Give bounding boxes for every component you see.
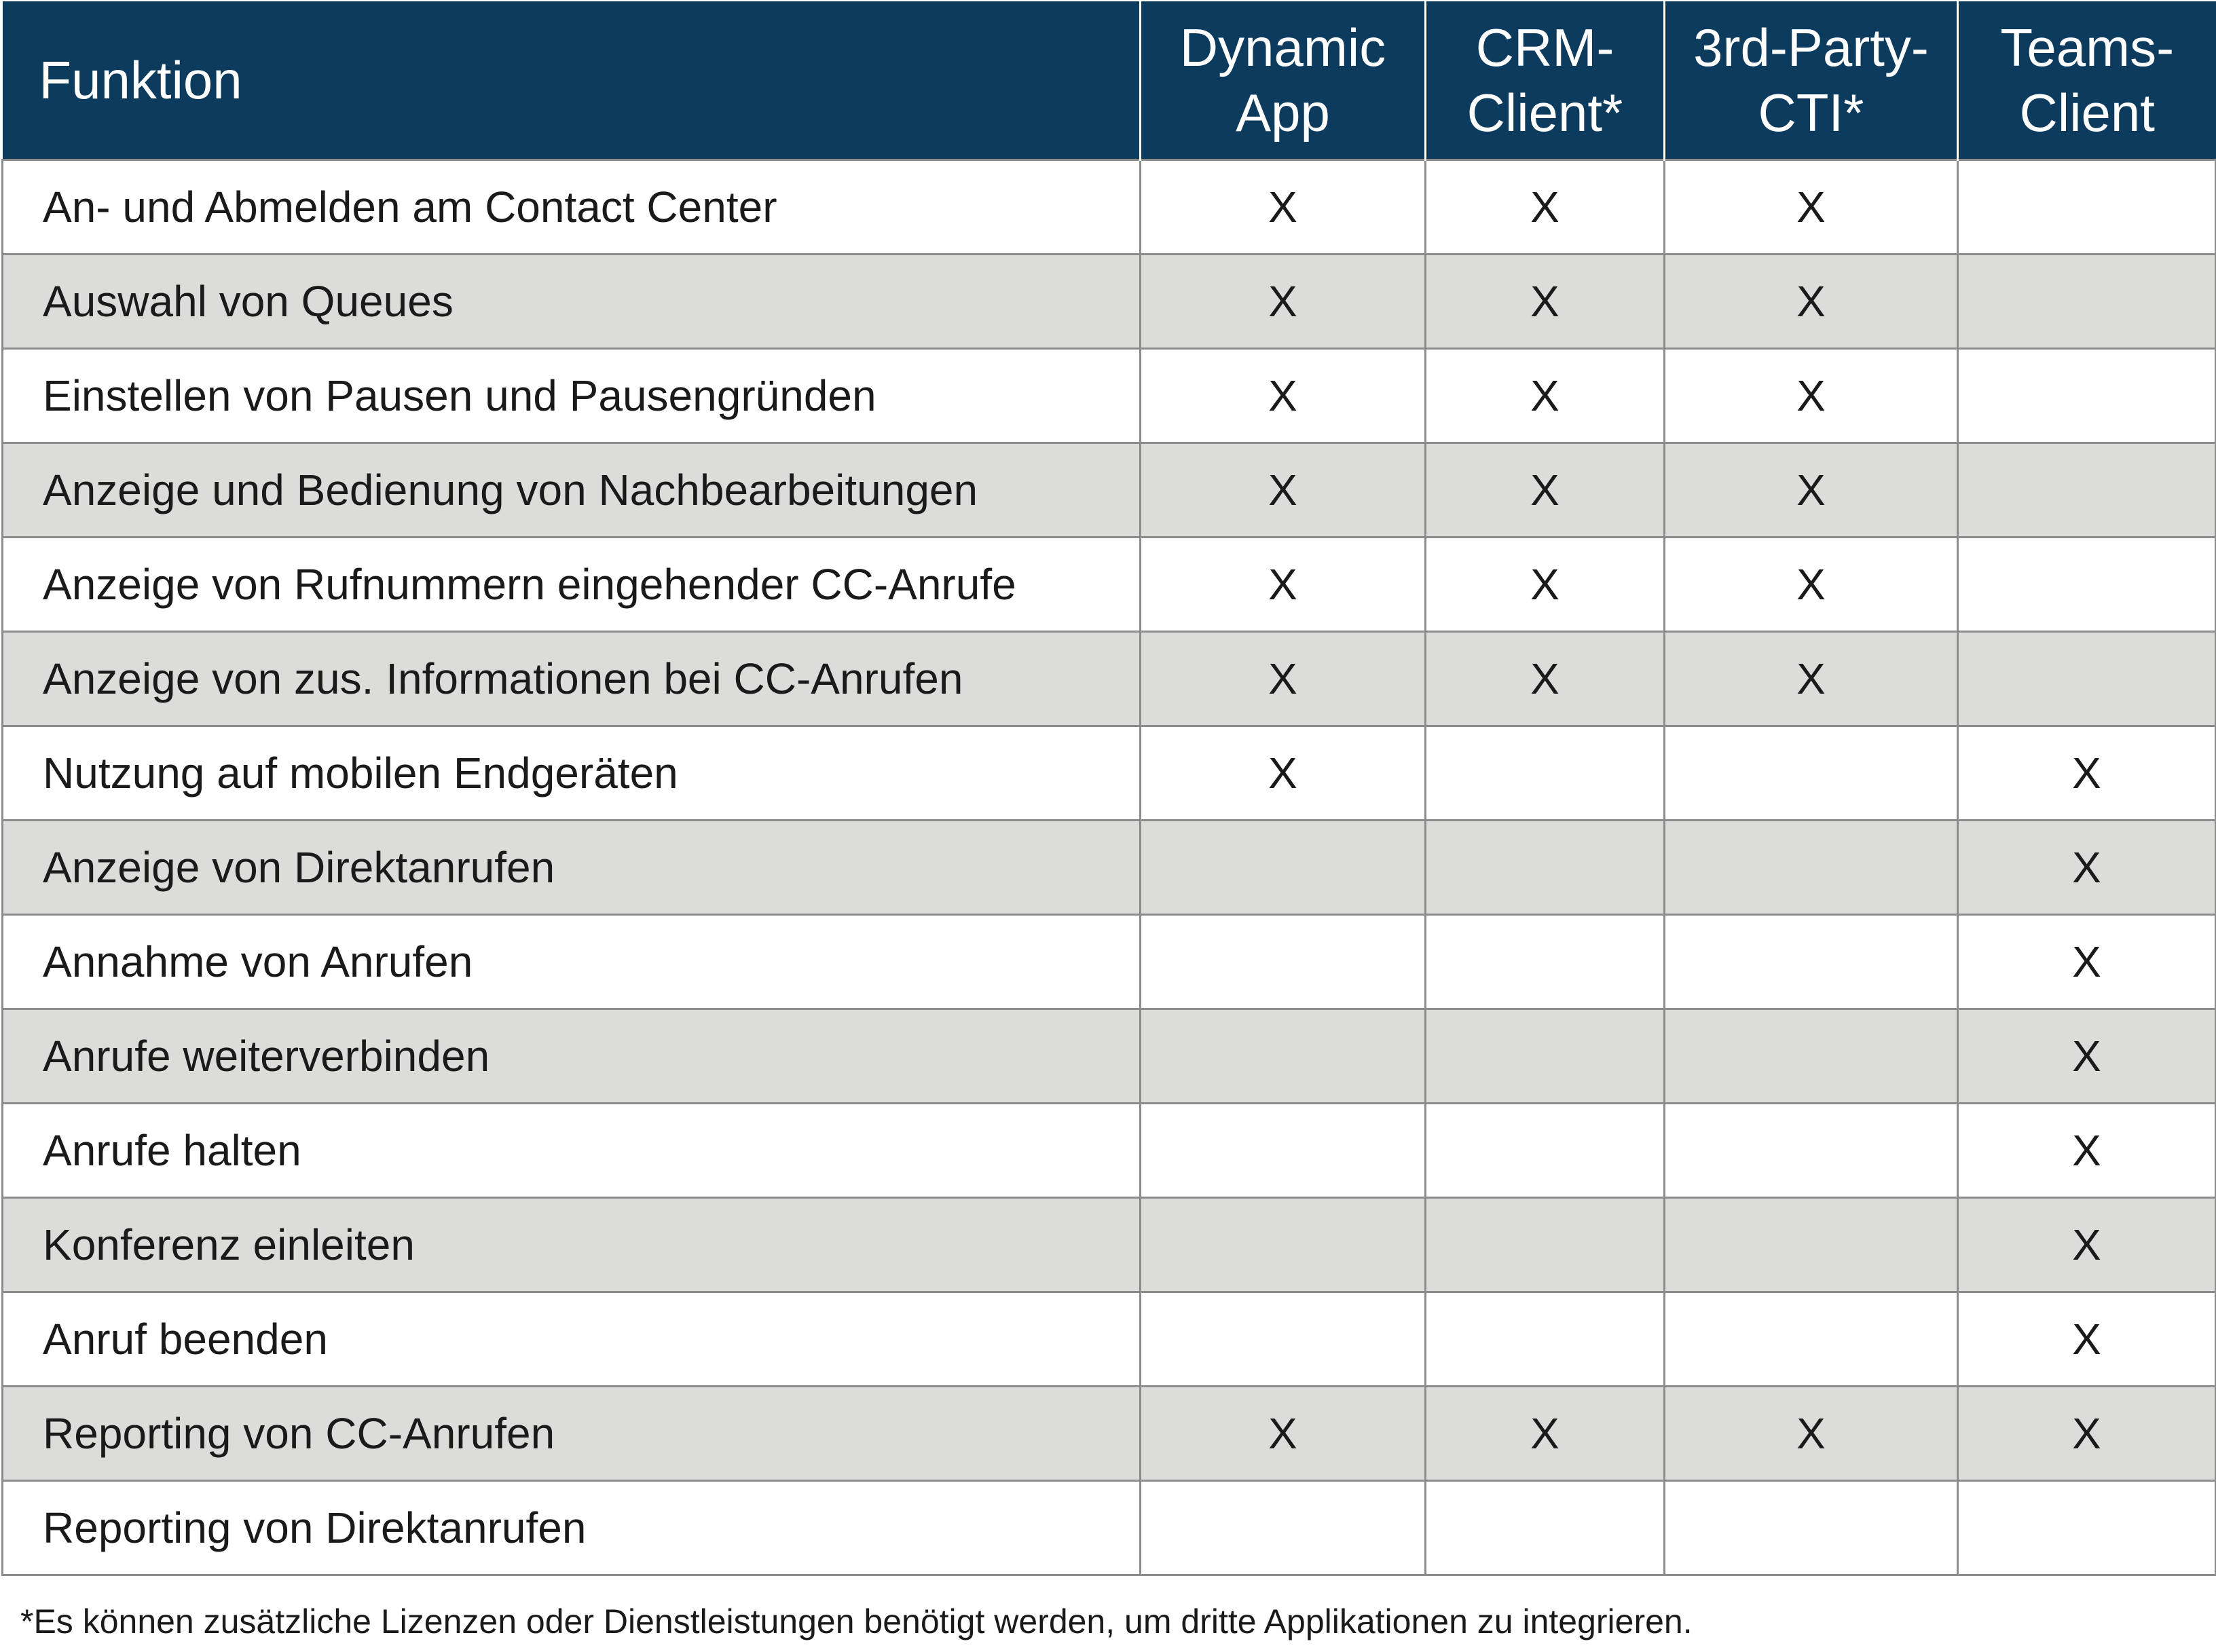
table-row xyxy=(3,1198,2216,1292)
cell-dynamic-app: X xyxy=(1141,255,1426,349)
header-crm-client-line-2: Client* xyxy=(1466,83,1623,143)
cell-crm-client: X xyxy=(1426,632,1665,726)
header-crm-client xyxy=(1426,1,1665,160)
footnote: *Es können zusätzliche Lizenzen oder Dienstleistungen benötigt werden, um dritte Applikationen zu integrieren. xyxy=(20,1602,1693,1640)
cell-third-party-cti xyxy=(1665,1481,1958,1575)
cell-crm-client xyxy=(1426,726,1665,821)
cell-third-party-cti xyxy=(1665,1198,1958,1292)
table-row xyxy=(3,821,2216,915)
table-header xyxy=(3,1,2216,160)
cell-teams-client: X xyxy=(1958,726,2216,821)
cell-third-party-cti xyxy=(1665,821,1958,915)
cell-teams-client xyxy=(1958,160,2216,255)
cell-dynamic-app: X xyxy=(1141,726,1426,821)
cell-third-party-cti: X xyxy=(1665,1387,1958,1481)
cell-teams-client: X xyxy=(1958,821,2216,915)
cell-teams-client: X xyxy=(1958,1009,2216,1104)
cell-crm-client xyxy=(1426,1292,1665,1387)
table-row xyxy=(3,1387,2216,1481)
cell-funktion: Anrufe weiterverbinden xyxy=(3,1009,1141,1104)
cell-funktion: Reporting von Direktanrufen xyxy=(3,1481,1141,1575)
cell-funktion: Anruf beenden xyxy=(3,1292,1141,1387)
cell-crm-client: X xyxy=(1426,538,1665,632)
header-teams-client xyxy=(1958,1,2216,160)
table-row xyxy=(3,726,2216,821)
cell-third-party-cti: X xyxy=(1665,538,1958,632)
cell-dynamic-app xyxy=(1141,1481,1426,1575)
cell-crm-client: X xyxy=(1426,160,1665,255)
cell-dynamic-app: X xyxy=(1141,160,1426,255)
cell-dynamic-app: X xyxy=(1141,632,1426,726)
cell-teams-client xyxy=(1958,443,2216,538)
header-third-party-cti xyxy=(1665,1,1958,160)
cell-funktion: Anzeige von Rufnummern eingehender CC-Anrufe xyxy=(3,538,1141,632)
header-dynamic-app-line-2: App xyxy=(1236,83,1330,143)
cell-third-party-cti: X xyxy=(1665,632,1958,726)
cell-dynamic-app xyxy=(1141,1104,1426,1198)
header-funktion xyxy=(3,1,1141,160)
table-row xyxy=(3,632,2216,726)
cell-funktion: Reporting von CC-Anrufen xyxy=(3,1387,1141,1481)
table-row xyxy=(3,160,2216,255)
cell-funktion: Auswahl von Queues xyxy=(3,255,1141,349)
table-row xyxy=(3,915,2216,1009)
cell-funktion: Anzeige von Direktanrufen xyxy=(3,821,1141,915)
cell-dynamic-app xyxy=(1141,1292,1426,1387)
feature-comparison-table xyxy=(1,1,2216,1576)
cell-crm-client: X xyxy=(1426,1387,1665,1481)
table-row xyxy=(3,1104,2216,1198)
header-dynamic-app xyxy=(1141,1,1426,160)
header-row xyxy=(3,1,2216,160)
header-third-party-cti-line-1: 3rd-Party- xyxy=(1693,18,1929,77)
table-row xyxy=(3,1292,2216,1387)
header-dynamic-app-line-1: Dynamic xyxy=(1179,18,1386,77)
header-teams-client-line-2: Client xyxy=(2019,83,2155,143)
cell-third-party-cti xyxy=(1665,1104,1958,1198)
table-row xyxy=(3,443,2216,538)
cell-crm-client xyxy=(1426,1009,1665,1104)
cell-crm-client: X xyxy=(1426,255,1665,349)
cell-crm-client: X xyxy=(1426,349,1665,443)
cell-teams-client xyxy=(1958,255,2216,349)
table-row xyxy=(3,538,2216,632)
cell-teams-client xyxy=(1958,349,2216,443)
header-third-party-cti-line-2: CTI* xyxy=(1758,83,1864,143)
cell-third-party-cti xyxy=(1665,1009,1958,1104)
cell-funktion: Anzeige und Bedienung von Nachbearbeitungen xyxy=(3,443,1141,538)
cell-teams-client: X xyxy=(1958,1387,2216,1481)
cell-crm-client xyxy=(1426,1481,1665,1575)
cell-third-party-cti xyxy=(1665,915,1958,1009)
cell-dynamic-app: X xyxy=(1141,1387,1426,1481)
cell-teams-client xyxy=(1958,1481,2216,1575)
table-row xyxy=(3,349,2216,443)
cell-teams-client: X xyxy=(1958,1104,2216,1198)
cell-funktion: Nutzung auf mobilen Endgeräten xyxy=(3,726,1141,821)
table-body xyxy=(3,160,2216,1575)
cell-third-party-cti: X xyxy=(1665,255,1958,349)
header-crm-client-line-1: CRM- xyxy=(1475,18,1614,77)
cell-crm-client xyxy=(1426,915,1665,1009)
cell-dynamic-app xyxy=(1141,915,1426,1009)
cell-crm-client: X xyxy=(1426,443,1665,538)
cell-funktion: Annahme von Anrufen xyxy=(3,915,1141,1009)
cell-dynamic-app xyxy=(1141,821,1426,915)
table-row xyxy=(3,1481,2216,1575)
cell-crm-client xyxy=(1426,821,1665,915)
table-row xyxy=(3,1009,2216,1104)
cell-third-party-cti xyxy=(1665,1292,1958,1387)
cell-funktion: Konferenz einleiten xyxy=(3,1198,1141,1292)
cell-funktion: Anzeige von zus. Informationen bei CC-Anrufen xyxy=(3,632,1141,726)
cell-crm-client xyxy=(1426,1104,1665,1198)
cell-funktion: An- und Abmelden am Contact Center xyxy=(3,160,1141,255)
cell-dynamic-app xyxy=(1141,1198,1426,1292)
cell-third-party-cti: X xyxy=(1665,443,1958,538)
cell-dynamic-app: X xyxy=(1141,538,1426,632)
cell-crm-client xyxy=(1426,1198,1665,1292)
cell-dynamic-app: X xyxy=(1141,349,1426,443)
cell-third-party-cti xyxy=(1665,726,1958,821)
cell-teams-client xyxy=(1958,632,2216,726)
cell-teams-client: X xyxy=(1958,915,2216,1009)
header-funktion-label: Funktion xyxy=(39,50,242,110)
table-row xyxy=(3,255,2216,349)
cell-teams-client xyxy=(1958,538,2216,632)
cell-teams-client: X xyxy=(1958,1292,2216,1387)
cell-dynamic-app xyxy=(1141,1009,1426,1104)
cell-third-party-cti: X xyxy=(1665,160,1958,255)
cell-funktion: Einstellen von Pausen und Pausengründen xyxy=(3,349,1141,443)
cell-teams-client: X xyxy=(1958,1198,2216,1292)
cell-third-party-cti: X xyxy=(1665,349,1958,443)
cell-dynamic-app: X xyxy=(1141,443,1426,538)
cell-funktion: Anrufe halten xyxy=(3,1104,1141,1198)
header-teams-client-line-1: Teams- xyxy=(2000,18,2175,77)
